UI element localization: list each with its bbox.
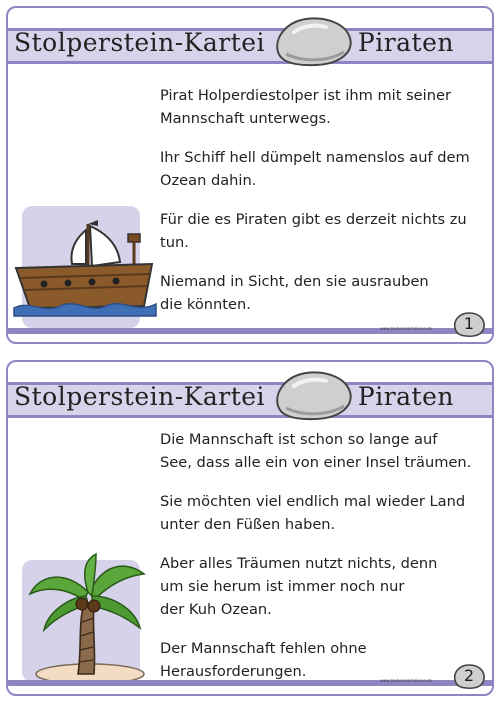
text-line: um sie herum ist immer noch nur xyxy=(160,578,405,595)
text-line: See, dass alle ein von einer Insel träumen. xyxy=(160,454,472,471)
paragraph xyxy=(160,146,482,192)
card-title: Stolperstein-Kartei xyxy=(14,28,266,57)
paragraph xyxy=(160,84,482,130)
text-line: Mannschaft unterwegs. xyxy=(160,110,331,127)
text-line: tun. xyxy=(160,234,189,251)
card-1 xyxy=(6,6,494,344)
text-line: Sie möchten viel endlich mal wieder Land xyxy=(160,493,466,510)
footer-url: www.zaubereinmaleins.de xyxy=(379,326,432,331)
card-2 xyxy=(6,360,494,696)
text-line: die könnten. xyxy=(160,296,251,313)
text-line: der Kuh Ozean. xyxy=(160,601,272,618)
text-line: Ozean dahin. xyxy=(160,172,257,189)
stone-icon xyxy=(272,12,354,70)
pirate-ship-illustration xyxy=(10,216,160,324)
text-line: Ihr Schiff hell dümpelt namenslos auf dem xyxy=(160,149,470,166)
paragraph xyxy=(160,270,482,316)
story-text xyxy=(160,84,482,332)
card-number: 1 xyxy=(463,314,475,333)
palm-island-illustration xyxy=(22,552,152,686)
stone-icon xyxy=(272,366,354,424)
paragraph xyxy=(160,208,482,254)
text-line: Niemand in Sicht, den sie ausrauben xyxy=(160,273,429,290)
text-line: Pirat Holperdiestolper ist ihm mit seiner xyxy=(160,87,451,104)
text-line: Die Mannschaft ist schon so lange auf xyxy=(160,431,438,448)
text-line: Der Mannschaft fehlen ohne xyxy=(160,640,367,657)
text-line: Aber alles Träumen nutzt nichts, denn xyxy=(160,555,438,572)
card-title: Stolperstein-Kartei xyxy=(14,382,266,411)
story-text xyxy=(160,428,482,696)
footer-url: www.zaubereinmaleins.de xyxy=(379,678,432,683)
paragraph xyxy=(160,637,482,683)
paragraph xyxy=(160,428,482,474)
text-line: Herausforderungen. xyxy=(160,663,307,680)
text-line: unter den Füßen haben. xyxy=(160,516,336,533)
paragraph xyxy=(160,552,482,621)
card-topic: Piraten xyxy=(357,28,454,57)
text-line: Für die es Piraten gibt es derzeit nichts zu xyxy=(160,211,467,228)
paragraph xyxy=(160,490,482,536)
card-number: 2 xyxy=(463,666,475,685)
card-topic: Piraten xyxy=(357,382,454,411)
